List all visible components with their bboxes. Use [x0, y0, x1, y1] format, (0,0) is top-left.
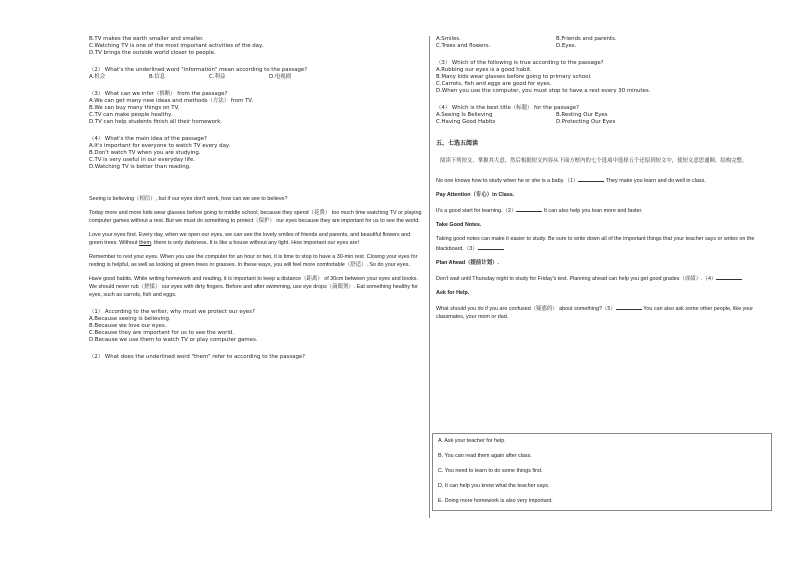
option: D.Watching TV is better than reading. — [89, 164, 191, 170]
box-option: B. You can read them again after class. — [438, 453, 532, 459]
option: D.电视剧 — [269, 74, 292, 80]
box-option: D. It can help you know what the teacher says. — [438, 483, 550, 489]
section-title: 五、七选五阅读 — [436, 140, 479, 147]
question-stem: （3） What can we infer（推断） from the passage? — [89, 91, 228, 97]
text-run: Don't wait until Thursday night to study for Friday's test. Planning ahead can help you get good grades（成绩）.（4） — [436, 276, 717, 282]
option-c: C.Watching TV is one of the most important activities of the day. — [89, 43, 264, 49]
option: A.Rubbing our eyes is a good habit. — [436, 67, 532, 73]
cloze-line — [436, 303, 774, 321]
option: B.Resting Our Eyes — [556, 112, 608, 118]
box-option: E. Doing more homework is also very important. — [438, 498, 553, 504]
option: D.When you use the computer, you must stop to have a rest every 30 minutes. — [436, 88, 651, 94]
option: B.Many kids wear glasses before going to primary school. — [436, 74, 592, 80]
text-run: Taking good notes can make it easier to study. Be sure to write down all of the important things that your teacher says or writes on the blackboard.（3） — [436, 236, 755, 252]
subheading: Take Good Notes. — [436, 222, 482, 228]
passage-paragraph: Today more and more kids wear glasses before going to middle school, because they spend（花费） too much time watching TV or playing computer games without a rest. But we must do something to protect（保护） our eyes because they are important for us to see the world. — [89, 210, 422, 224]
option: C.Trees and flowers. — [436, 43, 491, 49]
text-run: What should you do if you are confused（疑惑的） about something?（5） — [436, 306, 616, 312]
options-row — [89, 74, 424, 81]
text-run: You can also ask some other people, like your classmates, your mom or dad. — [436, 306, 754, 320]
option: D.TV can help students finish all their homework. — [89, 119, 223, 125]
option: B.Don't watch TV when you are studying. — [89, 150, 201, 156]
box-option: C. You need to learn to do some things first. — [438, 468, 543, 474]
option: C.Having Good Habits — [436, 119, 496, 125]
option: C.利益 — [209, 74, 226, 80]
question-stem: （4） What's the main idea of the passage? — [89, 136, 207, 142]
cloze-line — [436, 205, 774, 215]
option: D.Eyes. — [556, 43, 577, 49]
option-b: B.TV makes the earth smaller and smaller. — [89, 36, 204, 42]
option: B.We can buy many things on TV. — [89, 105, 180, 111]
right-column — [436, 36, 774, 321]
answer-blank[interactable] — [716, 273, 742, 280]
option: A.It's important for everyone to watch TV every day. — [89, 143, 230, 149]
options-box — [432, 433, 772, 511]
option: A.Because seeing is believing. — [89, 316, 171, 322]
subheading: Pay Attention（专心）in Class. — [436, 192, 515, 198]
option: A.Smiles. — [436, 36, 461, 42]
text-run: Love your eyes first. Every day, when we open our eyes, we can see the lovely smiles of friends and parents, and beautiful flowers and green trees. Without — [89, 232, 411, 246]
option: B.Friends and parents. — [556, 36, 617, 42]
cloze-line — [436, 273, 774, 283]
option: C.Because they are important for us to see the world. — [89, 330, 235, 336]
box-option: A. Ask your teacher for help. — [438, 438, 506, 444]
answer-blank[interactable] — [578, 175, 604, 182]
options-row — [436, 36, 774, 43]
options-row — [436, 43, 774, 50]
option-d: D.TV brings the outside world closer to people. — [89, 50, 216, 56]
answer-blank[interactable] — [516, 205, 542, 212]
option: C.TV is very useful in our everyday life. — [89, 157, 195, 163]
option: A.Seeing Is Believing — [436, 112, 493, 118]
instruction: 阅读下列短文，掌握其大意，然后根据短文内容从下面方框内的七个选项中选择五个还原到短文中，使短文意思通顺、结构完整。 — [440, 158, 748, 164]
passage-paragraph — [89, 231, 424, 247]
option: B.Because we love our eyes. — [89, 323, 167, 329]
option: D.Because we use them to watch TV or play computer games. — [89, 337, 258, 343]
options-row — [436, 112, 774, 119]
options-row — [436, 119, 774, 126]
option: B.信息 — [149, 74, 166, 80]
passage-paragraph: Remember to rest your eyes. When you use the computer for an hour or two, it is time to stop to have a 30-min rest. Closing your eyes for resting is helpful, as well as looking at green trees or grasses. In these ways, you will feel more comfortable（舒适）. So do your eyes. — [89, 254, 418, 268]
passage-paragraph: Seeing is believing（相信）, but if our eyes don't work, how can we see to believe? — [89, 196, 288, 202]
question-stem: （1） According to the writer, why must we protect our eyes? — [89, 309, 255, 315]
left-column — [89, 36, 424, 361]
cloze-line — [436, 175, 774, 185]
question-stem: （4） Which is the best title（标题） for the passage? — [436, 105, 579, 111]
subheading: Ask for Help. — [436, 290, 470, 296]
option: A.We can get many new ideas and methods（方法） from TV. — [89, 98, 254, 104]
text-run: They make you learn and do well in class. — [604, 178, 706, 184]
option: C.Carrots, fish and eggs are good for eyes. — [436, 81, 552, 87]
question-stem: （2） What does the underlined word "them" refer to according to the passage? — [89, 354, 306, 360]
text-run: It can also help you lean more and faster. — [542, 208, 643, 214]
text-run: No one knows how to study when he or she is a baby.（1） — [436, 178, 579, 184]
passage-paragraph: Have good habits. While writing homework and reading, it is important to keep a distance（距离） of 30cm between your eyes and books. We should never rub（搓揉） our eyes with dirty fingers. Before and after swimming, use eye drops（滴眼剂）. Eat something healthy for eyes, such as carrots, fish and eggs. — [89, 276, 418, 298]
answer-blank[interactable] — [478, 243, 504, 250]
answer-blank[interactable] — [616, 303, 642, 310]
question-stem: （3） Which of the following is true according to the passage? — [436, 60, 604, 66]
question-stem: （2） What's the underlined word "information" mean according to the passage? — [89, 67, 308, 73]
subheading: Plan Ahead（提前计划）. — [436, 260, 499, 266]
option: A.机会 — [89, 74, 106, 80]
option: D.Protecting Our Eyes — [556, 119, 616, 125]
text-run: , there is only darkness. It is like a house without any light. How important our eyes are! — [151, 240, 359, 246]
text-run: It's a good start for learning.（2） — [436, 208, 517, 214]
option: C.TV can make people healthy. — [89, 112, 173, 118]
cloze-line — [436, 235, 774, 253]
underlined-word: them — [139, 240, 152, 246]
column-divider — [429, 36, 430, 518]
